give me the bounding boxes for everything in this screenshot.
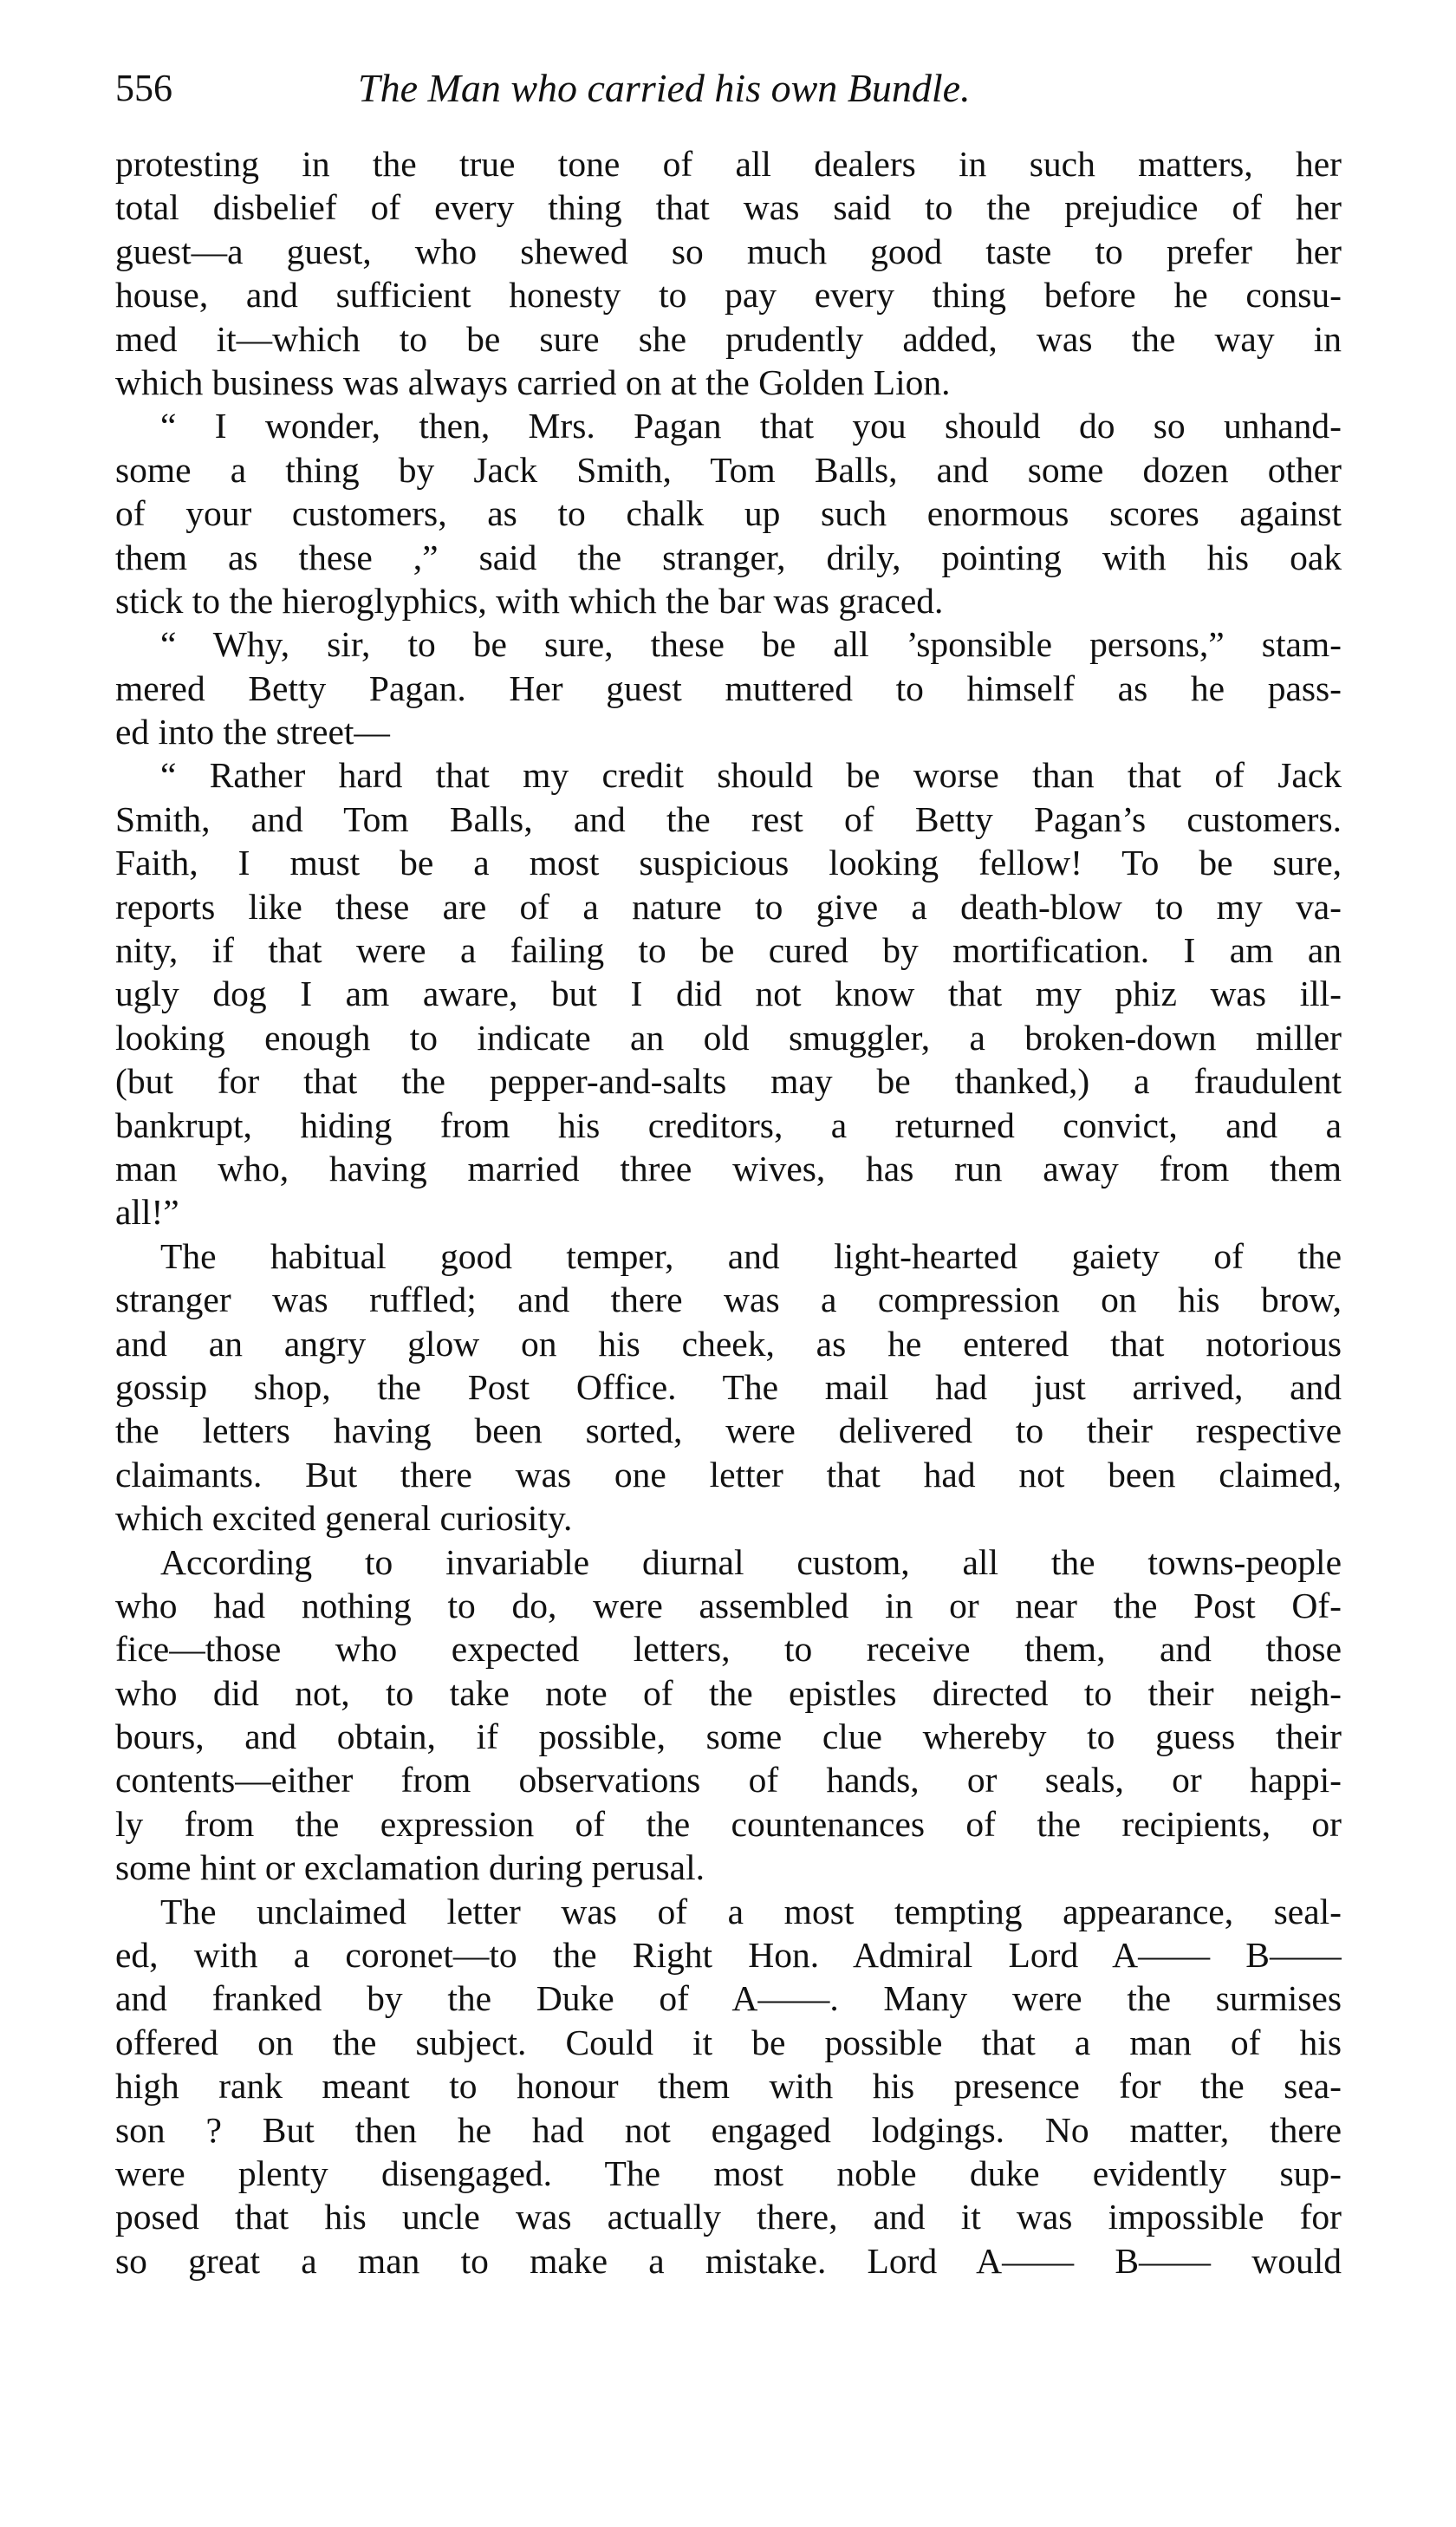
page-number: 556 bbox=[115, 67, 172, 109]
paragraph bbox=[115, 1234, 1342, 1540]
text-line: mered Betty Pagan. Her guest muttered to himself as he pass- bbox=[115, 668, 1342, 708]
paragraph bbox=[115, 753, 1342, 1234]
text-line: house, and sufficient honesty to pay every thing before he consu- bbox=[115, 275, 1342, 316]
text-line: so great a man to make a mistake. Lord A—— B—— would bbox=[115, 2240, 1342, 2281]
text-line: ed, with a coronet—to the Right Hon. Admiral Lord A—— B—— bbox=[115, 1935, 1342, 1976]
text-line: total disbelief of every thing that was said to the prejudice of her bbox=[115, 187, 1342, 228]
text-line: guest—a guest, who shewed so much good taste to prefer her bbox=[115, 231, 1342, 271]
text-line: reports like these are of a nature to give a death-blow to my va- bbox=[115, 886, 1342, 927]
text-line: The habitual good temper, and light-hearted gaiety of the bbox=[160, 1235, 1342, 1276]
text-line: bankrupt, hiding from his creditors, a returned convict, and a bbox=[115, 1104, 1342, 1145]
text-line: which excited general curiosity. bbox=[115, 1498, 573, 1539]
text-line: and an angry glow on his cheek, as he entered that notorious bbox=[115, 1323, 1342, 1364]
paragraph bbox=[115, 1890, 1342, 2283]
text-line: who did not, to take note of the epistles directed to their neigh- bbox=[115, 1672, 1342, 1713]
text-line: protesting in the true tone of all dealers in such matters, her bbox=[115, 144, 1342, 184]
text-line: claimants. But there was one letter that had not been claimed, bbox=[115, 1454, 1342, 1495]
text-line: ly from the expression of the countenances of the recipients, or bbox=[115, 1803, 1342, 1844]
text-line: fice—those who expected letters, to receive them, and those bbox=[115, 1629, 1342, 1670]
text-line: looking enough to indicate an old smuggler, a broken-down miller bbox=[115, 1017, 1342, 1058]
text-line: of your customers, as to chalk up such enormous scores against bbox=[115, 493, 1342, 534]
text-line: stranger was ruffled; and there was a compression on his brow, bbox=[115, 1280, 1342, 1320]
text-line: “ Rather hard that my credit should be worse than that of Jack bbox=[160, 755, 1342, 796]
text-line: them as these ,” said the stranger, drily, pointing with his oak bbox=[115, 537, 1342, 577]
text-line: offered on the subject. Could it be possible that a man of his bbox=[115, 2022, 1342, 2062]
text-line: man who, having married three wives, has run away from them bbox=[115, 1148, 1342, 1189]
text-line: high rank meant to honour them with his presence for the sea- bbox=[115, 2066, 1342, 2107]
text-line: posed that his uncle was actually there, and it was impossible for bbox=[115, 2197, 1342, 2237]
text-line: were plenty disengaged. The most noble duke evidently sup- bbox=[115, 2153, 1342, 2193]
body-text bbox=[115, 142, 1342, 2283]
text-line: Smith, and Tom Balls, and the rest of Betty Pagan’s customers. bbox=[115, 798, 1342, 839]
text-line: contents—either from observations of hands, or seals, or happi- bbox=[115, 1760, 1342, 1801]
text-line: son ? But then he had not engaged lodgings. No matter, there bbox=[115, 2109, 1342, 2150]
text-line: who had nothing to do, were assembled in or near the Post Of- bbox=[115, 1585, 1342, 1625]
paragraph bbox=[115, 404, 1342, 622]
text-line: “ Why, sir, to be sure, these be all ’sponsible persons,” stam- bbox=[160, 624, 1342, 665]
running-title: The Man who carried his own Bundle. bbox=[358, 66, 971, 110]
text-line: bours, and obtain, if possible, some clue whereby to guess their bbox=[115, 1716, 1342, 1757]
text-line: Faith, I must be a most suspicious looking fellow! To be sure, bbox=[115, 843, 1342, 883]
paragraph bbox=[115, 622, 1342, 753]
text-line: According to invariable diurnal custom, all the towns-people bbox=[160, 1541, 1342, 1582]
text-line: the letters having been sorted, were delivered to their respective bbox=[115, 1410, 1342, 1451]
text-line: gossip shop, the Post Office. The mail had just arrived, and bbox=[115, 1366, 1342, 1407]
paragraph bbox=[115, 1540, 1342, 1890]
text-line: all!” bbox=[115, 1192, 179, 1233]
page-header bbox=[115, 54, 1342, 123]
text-line: and franked by the Duke of A——. Many were the surmises bbox=[115, 1978, 1342, 2019]
text-line: “ I wonder, then, Mrs. Pagan that you should do so unhand- bbox=[160, 406, 1342, 446]
text-line: ed into the street— bbox=[115, 712, 390, 752]
text-line: ugly dog I am aware, but I did not know that my phiz was ill- bbox=[115, 974, 1342, 1014]
text-line: some a thing by Jack Smith, Tom Balls, and some dozen other bbox=[115, 449, 1342, 490]
text-line: The unclaimed letter was of a most tempting appearance, seal- bbox=[160, 1891, 1342, 1931]
text-line: some hint or exclamation during perusal. bbox=[115, 1847, 705, 1888]
paragraph bbox=[115, 142, 1342, 404]
text-line: stick to the hieroglyphics, with which the bar was graced. bbox=[115, 580, 944, 621]
text-line: med it—which to be sure she prudently added, was the way in bbox=[115, 318, 1342, 359]
text-line: (but for that the pepper-and-salts may be thanked,) a fraudulent bbox=[115, 1061, 1342, 1102]
text-line: which business was always carried on at the Golden Lion. bbox=[115, 361, 951, 402]
text-line: nity, if that were a failing to be cured by mortification. I am an bbox=[115, 930, 1342, 971]
